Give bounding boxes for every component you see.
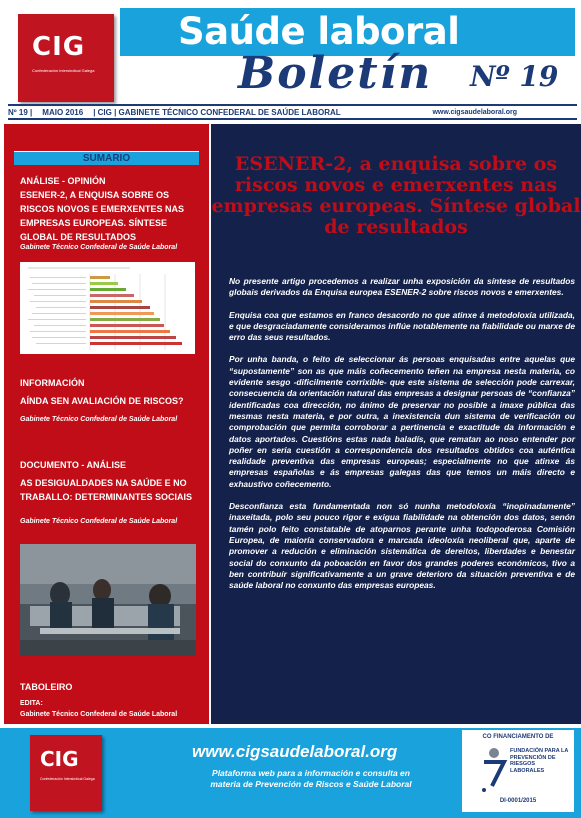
section-author: Gabinete Técnico Confederal de Saúde Laboral (20, 416, 178, 423)
chart-thumbnail-graphic (20, 262, 195, 354)
footer-tagline: Plataforma web para a información e consulta en materia de Prevención de Riscos e Saúde Laboral (210, 768, 412, 789)
funding-org: FUNDACIÓN PARA LA PREVENCIÓN DE RIESGOS LABORALES (510, 748, 569, 774)
edita-value: Gabinete Técnico Confederal de Saúde Laboral (20, 711, 178, 718)
article-paragraph: No presente artigo procedemos a realizar unha exposición da síntese de resultados globais derivados da Enquisa europea ESENER-2 sobre riscos novos e emerxentes. (229, 276, 575, 298)
section-title-link[interactable]: AÍNDA SEN AVALIACIÓN DE RISCOS? (20, 396, 184, 406)
funding-box (462, 730, 574, 812)
section-title-link[interactable]: ESENER-2, A ENQUISA SOBRE OS RISCOS NOVOS E EMERXENTES NAS EMPRESAS EUROPEAS. SÍNTESE GLOBAL DE RESULTADOS (20, 190, 185, 242)
cig-footer-logo-text: CIG (40, 747, 79, 771)
section-author: Gabinete Técnico Confederal de Saúde Laboral (20, 518, 178, 525)
cig-logo-subtext: Confederación Intersindical Galega (32, 68, 95, 73)
cig-logo-text: CIG (32, 32, 86, 62)
section-category: INFORMACIÓN (20, 378, 85, 388)
main-article (211, 124, 581, 724)
funding-caption: CO FINANCIAMENTO DE (482, 734, 554, 740)
header (0, 0, 581, 103)
funding-code: DI-0001/2015 (499, 798, 537, 804)
workers-photo-image (20, 544, 196, 656)
sidebar-summary (4, 124, 209, 724)
issue-number: Nº 19 (470, 60, 559, 93)
article-body (229, 276, 575, 602)
bulletin-subtitle: Boletín (238, 48, 433, 99)
strip-date: MAIO 2016 (42, 107, 84, 117)
strip-org: | CIG | GABINETE TÉCNICO CONFEDERAL DE SAÚDE LABORAL (93, 107, 341, 117)
workers-photo (20, 544, 196, 656)
article-paragraph: Enquisa coa que estamos en franco desacordo no que atinxe á metodoloxía utilizada, e que desgraciadamente consideramos inflúe notablemente na fiabilidade ou marxe de erro das seus resultados. (229, 309, 575, 343)
article-paragraph: Por unha banda, o feito de seleccionar ás persoas enquisadas entre aquelas que “supostamente” son as que máis coñecemento teñen na empresa nesta materia, co evidente sesgo -dificilmente corrixible- que este sistema de selección pode carrexar, consecuencia da orientación natural das empresas a designar persoas de “confianza” identificadas coa dirección, no ánimo de preservar no posible a imaxe pública das mesmas nesta materia, e por outra, a inexistencia dun sistema de verificación ou comprobación que permita corroborar a pertinencia e exactitude da información e datos aportados. Cuestións estas nada baladís, que rematan ao noso entender por poñer en seria cuestión a correspondencia dos resultados obtidos coa auténtica realidade preventiva das empresas europeas; especialmente no que atinxe ás empresas españolas e ás empresas galegas das que temos un máis directo e exhaustivo coñecemento. (229, 354, 575, 489)
section-title-link[interactable]: AS DESIGUALDADES NA SAÚDE E NO TRABALLO: DETERMINANTES SOCIAIS (20, 478, 192, 502)
edita-label: EDITA: (20, 700, 43, 707)
section-category: DOCUMENTO - ANÁLISE (20, 460, 127, 470)
info-strip (8, 104, 577, 120)
strip-url[interactable]: www.cigsaudelaboral.org (432, 108, 517, 116)
article-headline: ESENER-2, a enquisa sobre os riscos novos e emerxentes nas empresas europeas. Síntese global de resultados (211, 153, 581, 238)
cig-footer-logo-subtext: Confederación Intersindical Galega (40, 777, 95, 781)
section-category: ANÁLISE - OPINIÓN (20, 176, 106, 186)
footer (0, 728, 581, 818)
strip-number: Nº 19 | (8, 107, 33, 117)
cig-logo[interactable] (18, 14, 114, 102)
summary-heading: SUMARIO (14, 151, 199, 165)
section-category[interactable]: TABOLEIRO (20, 682, 73, 692)
article-paragraph: Desconfianza esta fundamentada non só nunha metodoloxía “inopinadamente” inaxeitada, polo seu pouco rigor e exigua fiabilidade na obtención dos datos, senón tamén polo feito constatable de atoparnos perante unha todopoderosa Comisión Europea, de maioría conservadora e marcada ideoloxía neoliberal que, aparte de promover a redución e eliminación sistemática de dereitos, liberdades e benestar social do conxunto da poboación en favor dos grandes poderes económicos, tivo a ben contribuír significativamente a un grave deterioro da situación preventiva e de saúde laboral no conxunto das empresas europeas. (229, 501, 575, 591)
cig-footer-logo[interactable] (30, 735, 102, 811)
chart-thumbnail[interactable] (20, 262, 195, 354)
fundacion-prl-logo-icon (478, 746, 508, 794)
bulletin-title: Saúde laboral (178, 10, 460, 53)
section-author: Gabinete Técnico Confederal de Saúde Laboral (20, 244, 178, 251)
footer-url-link[interactable]: www.cigsaudelaboral.org (192, 742, 398, 761)
